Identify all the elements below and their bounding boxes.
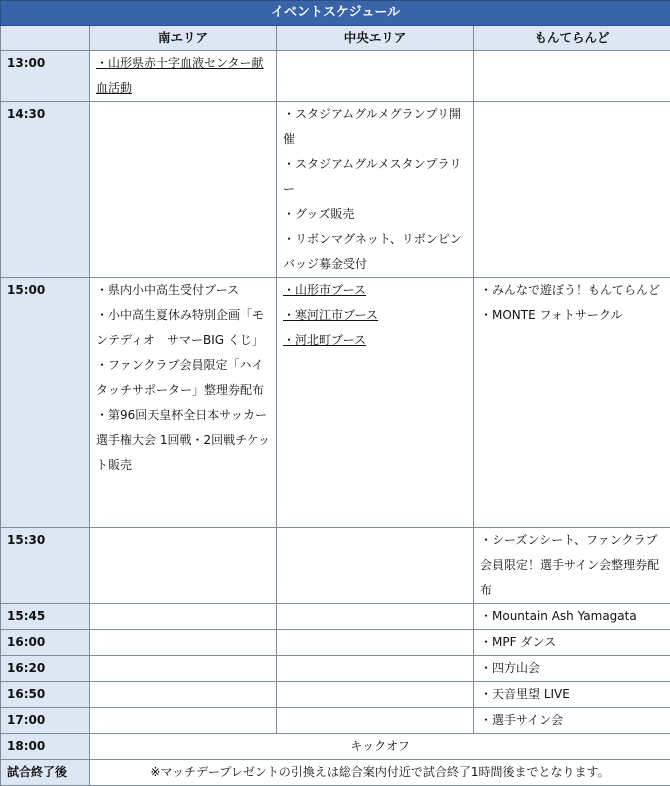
cell-south [90,708,277,734]
column-header-monte: もんてらんど [474,26,670,51]
cell-monte [474,604,670,630]
time-cell: 15:45 [1,604,90,630]
event-link[interactable]: ・山形市ブース [283,283,367,297]
time-cell: 16:20 [1,656,90,682]
table-row [1,682,670,708]
event-link[interactable]: ・河北町ブース [283,333,367,347]
schedule-title: イベントスケジュール [1,1,670,26]
cell-south [90,528,277,604]
table-row [1,604,670,630]
time-cell: 13:00 [1,51,90,102]
kickoff-time: 18:00 [1,734,90,760]
cell-south [90,630,277,656]
cell-monte [474,630,670,656]
cell-south [90,278,277,528]
schedule-body [1,51,670,786]
cell-south [90,51,277,102]
cell-central [277,278,474,528]
event-link[interactable]: ・山形県赤十字血液センター献血活動 [96,56,264,95]
event-item: ・県内小中高生受付ブース [96,283,240,297]
event-item: ・Mountain Ash Yamagata [480,609,637,623]
event-item: ・スタジアムグルメグランプリ開催 [283,107,461,146]
cell-central [277,656,474,682]
kickoff-row [1,734,670,760]
table-row [1,708,670,734]
event-item: ・ファンクラブ会員限定「ハイタッチサポーター」整理券配布 [96,358,265,397]
event-item: ・スタジアムグルメスタンプラリー [283,157,462,196]
cell-central [277,708,474,734]
table-row [1,656,670,682]
event-item: ・シーズンシート、ファンクラブ会員限定！選手サイン会整理券配布 [480,533,660,597]
event-item: ・小中高生夏休み特別企画「モンテディオ サマーBIG くじ」 [96,308,265,347]
table-row [1,528,670,604]
cell-monte [474,51,670,102]
cell-monte [474,102,670,278]
table-row [1,630,670,656]
time-cell: 16:50 [1,682,90,708]
event-item: ・MONTE フォトサークル [480,308,623,322]
cell-central [277,604,474,630]
time-cell: 15:00 [1,278,90,528]
column-header-central: 中央エリア [277,26,474,51]
cell-south [90,102,277,278]
event-item: ・みんなで遊ぼう！もんてらんど [480,283,661,297]
cell-monte [474,656,670,682]
event-item: ・選手サイン会 [480,713,564,727]
after-match-note: ※マッチデープレゼントの引換えは総合案内付近で試合終了1時間後までとなります。 [90,760,670,786]
cell-central [277,630,474,656]
event-link[interactable]: ・寒河江市ブース [283,308,379,322]
cell-central [277,528,474,604]
cell-monte [474,528,670,604]
event-item: ・四方山会 [480,661,541,675]
cell-monte [474,278,670,528]
cell-central [277,51,474,102]
time-cell: 14:30 [1,102,90,278]
table-row [1,51,670,102]
time-cell: 15:30 [1,528,90,604]
event-item: ・MPF ダンス [480,635,557,649]
table-row [1,278,670,528]
kickoff-text: キックオフ [90,734,670,760]
event-item: ・天音里望 LIVE [480,687,570,701]
column-header-south: 南エリア [90,26,277,51]
event-item: ・グッズ販売 [283,207,355,221]
table-row [1,102,670,278]
after-match-row [1,760,670,786]
event-item: ・リボンマグネット、リボンピンバッジ募金受付 [283,232,462,271]
cell-monte [474,682,670,708]
after-match-label: 試合終了後 [1,760,90,786]
cell-central [277,682,474,708]
cell-south [90,604,277,630]
cell-south [90,682,277,708]
event-item: ・第96回天皇杯全日本サッカー選手権大会 1回戦・2回戦チケット販売 [96,408,271,472]
cell-south [90,656,277,682]
cell-monte [474,708,670,734]
time-cell: 17:00 [1,708,90,734]
cell-central [277,102,474,278]
column-header-time [1,26,90,51]
time-cell: 16:00 [1,630,90,656]
